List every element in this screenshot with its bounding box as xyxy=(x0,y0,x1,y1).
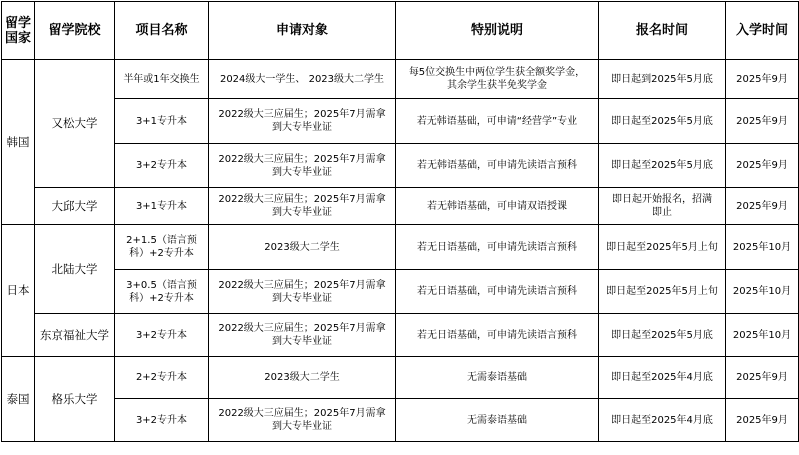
header-country: 留学 国家 xyxy=(2,2,35,60)
header-row xyxy=(2,2,799,60)
table-row xyxy=(2,144,799,188)
notes-cell: 若无韩语基础，可申请先读语言预科 xyxy=(396,144,599,188)
notes-cell: 若无韩语基础，可申请双语授课 xyxy=(396,188,599,225)
program-cell: 半年或1年交换生 xyxy=(115,60,209,99)
target-cell: 2022级大三应届生；2025年7月需拿 到大专毕业证 xyxy=(209,270,396,314)
notes-cell: 若无韩语基础，可申请“经营学”专业 xyxy=(396,99,599,144)
table-row xyxy=(2,399,799,442)
notes-cell: 若无日语基础，可申请先读语言预科 xyxy=(396,225,599,270)
country-korea: 韩国 xyxy=(2,60,35,225)
school-gele: 格乐大学 xyxy=(35,357,115,442)
enroll-time-cell: 2025年10月 xyxy=(726,314,799,357)
program-cell: 3+1专升本 xyxy=(115,188,209,225)
header-enroll-time: 入学时间 xyxy=(726,2,799,60)
country-thailand: 泰国 xyxy=(2,357,35,442)
notes-cell: 无需泰语基础 xyxy=(396,357,599,399)
table-row xyxy=(2,60,799,99)
enroll-time-cell: 2025年9月 xyxy=(726,188,799,225)
apply-time-cell: 即日起至2025年5月底 xyxy=(599,99,726,144)
program-cell: 3+2专升本 xyxy=(115,144,209,188)
target-cell: 2024级大一学生、 2023级大二学生 xyxy=(209,60,396,99)
enroll-time-cell: 2025年9月 xyxy=(726,144,799,188)
notes-cell: 若无日语基础，可申请先读语言预科 xyxy=(396,314,599,357)
header-target: 申请对象 xyxy=(209,2,396,60)
enroll-time-cell: 2025年10月 xyxy=(726,270,799,314)
program-cell: 3+0.5（语言预 科）+2专升本 xyxy=(115,270,209,314)
notes-cell: 若无日语基础，可申请先读语言预科 xyxy=(396,270,599,314)
school-daqiu: 大邱大学 xyxy=(35,188,115,225)
header-program: 项目名称 xyxy=(115,2,209,60)
program-cell: 3+2专升本 xyxy=(115,399,209,442)
header-apply-time: 报名时间 xyxy=(599,2,726,60)
apply-time-cell: 即日起到2025年5月底 xyxy=(599,60,726,99)
study-abroad-table xyxy=(1,1,799,442)
table-row xyxy=(2,188,799,225)
enroll-time-cell: 2025年9月 xyxy=(726,357,799,399)
table-row xyxy=(2,225,799,270)
apply-time-cell: 即日起至2025年5月底 xyxy=(599,314,726,357)
enroll-time-cell: 2025年9月 xyxy=(726,60,799,99)
program-cell: 2+2专升本 xyxy=(115,357,209,399)
target-cell: 2022级大三应届生；2025年7月需拿 到大专毕业证 xyxy=(209,144,396,188)
table-row xyxy=(2,357,799,399)
target-cell: 2022级大三应届生；2025年7月需拿 到大专毕业证 xyxy=(209,99,396,144)
notes-cell: 无需泰语基础 xyxy=(396,399,599,442)
country-japan: 日本 xyxy=(2,225,35,357)
enroll-time-cell: 2025年10月 xyxy=(726,225,799,270)
target-cell: 2022级大三应届生；2025年7月需拿 到大专毕业证 xyxy=(209,188,396,225)
target-cell: 2023级大二学生 xyxy=(209,225,396,270)
apply-time-cell: 即日起至2025年4月底 xyxy=(599,399,726,442)
apply-time-cell: 即日起至2025年4月底 xyxy=(599,357,726,399)
school-beilu: 北陆大学 xyxy=(35,225,115,314)
target-cell: 2022级大三应届生；2025年7月需拿 到大专毕业证 xyxy=(209,314,396,357)
target-cell: 2023级大二学生 xyxy=(209,357,396,399)
apply-time-cell: 即日起至2025年5月上旬 xyxy=(599,270,726,314)
apply-time-cell: 即日起至2025年5月上旬 xyxy=(599,225,726,270)
header-school: 留学院校 xyxy=(35,2,115,60)
program-cell: 3+2专升本 xyxy=(115,314,209,357)
apply-time-cell: 即日起开始报名，招满 即止 xyxy=(599,188,726,225)
table-row xyxy=(2,99,799,144)
table-row xyxy=(2,270,799,314)
enroll-time-cell: 2025年9月 xyxy=(726,399,799,442)
target-cell: 2022级大三应届生；2025年7月需拿 到大专毕业证 xyxy=(209,399,396,442)
apply-time-cell: 即日起至2025年5月底 xyxy=(599,144,726,188)
school-yousong: 又松大学 xyxy=(35,60,115,188)
school-tokyo-welfare: 东京福祉大学 xyxy=(35,314,115,357)
header-notes: 特别说明 xyxy=(396,2,599,60)
notes-cell: 每5位交换生中两位学生获全额奖学金， 其余学生获半免奖学金 xyxy=(396,60,599,99)
table-row xyxy=(2,314,799,357)
program-cell: 2+1.5（语言预 科）+2专升本 xyxy=(115,225,209,270)
enroll-time-cell: 2025年9月 xyxy=(726,99,799,144)
program-cell: 3+1专升本 xyxy=(115,99,209,144)
